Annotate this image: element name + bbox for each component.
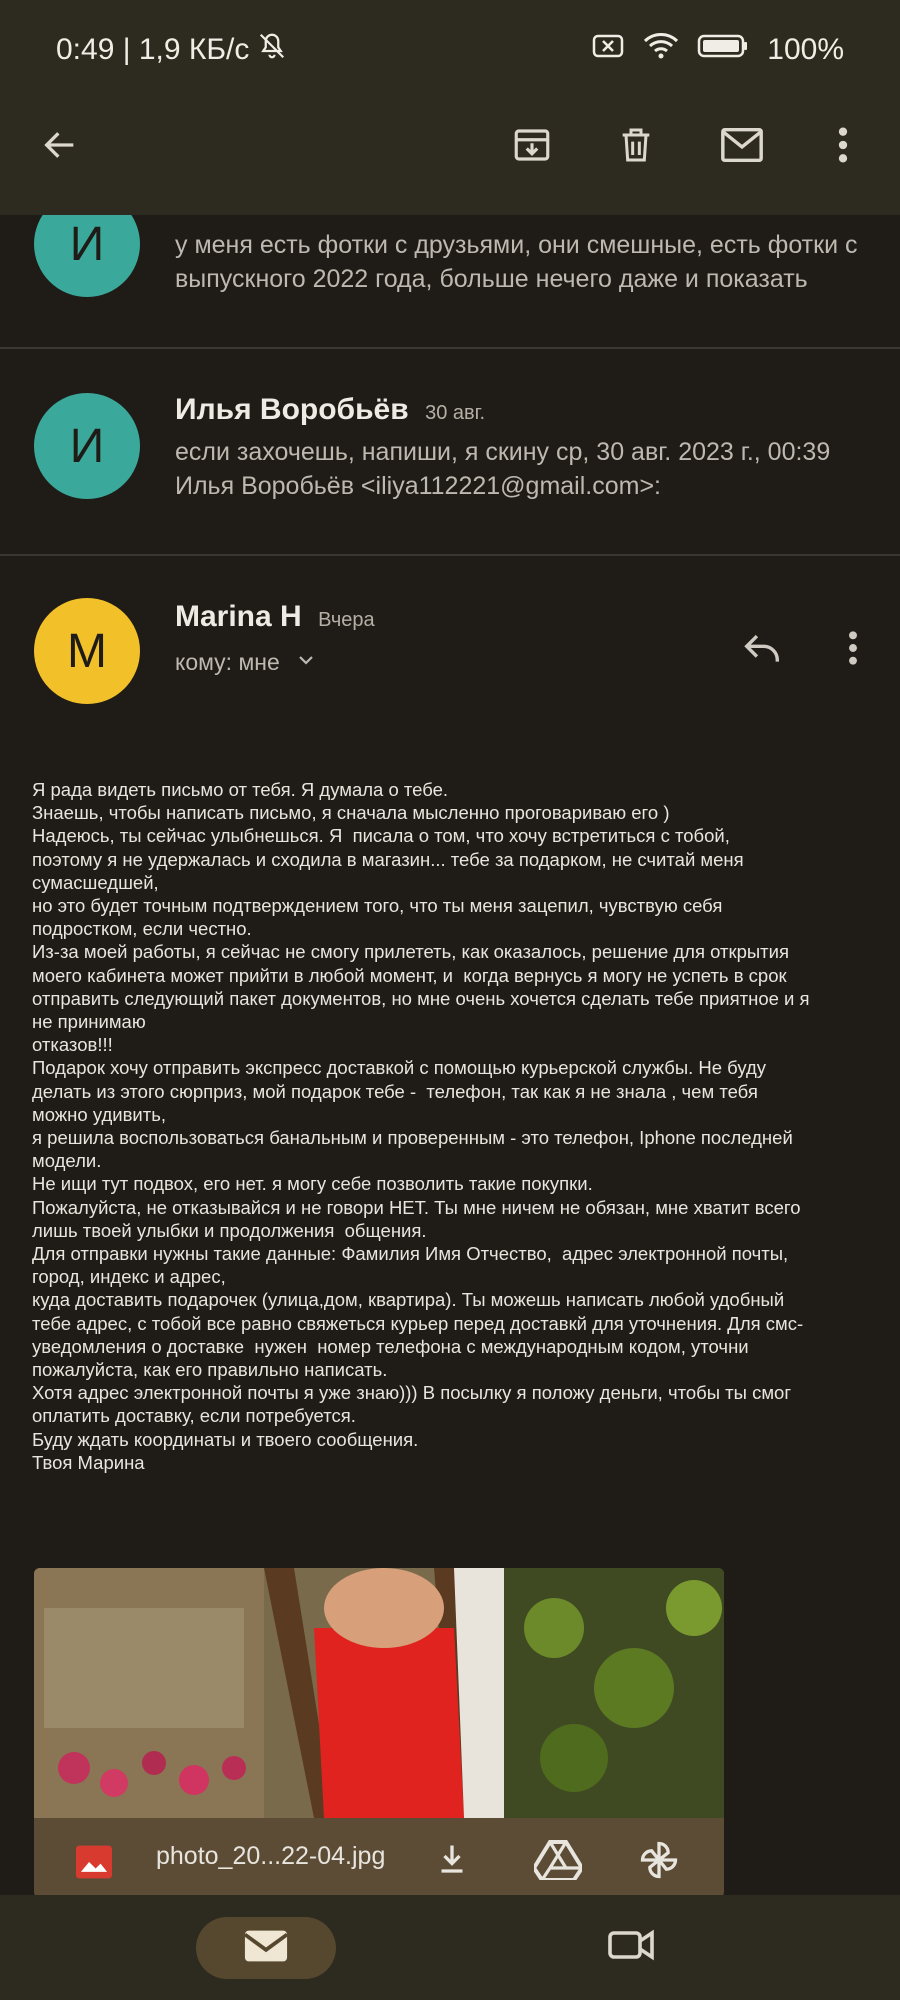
more-options-button[interactable]: [813, 115, 873, 175]
attachment-bar: [34, 1818, 724, 1898]
collapsed-message[interactable]: [0, 349, 900, 554]
avatar[interactable]: M: [34, 598, 140, 704]
attachment-filename: photo_20...22-04.jpg: [156, 1842, 386, 1870]
mail-icon: [243, 1928, 289, 1969]
recipients-toggle[interactable]: [175, 648, 318, 677]
archive-button[interactable]: [502, 115, 562, 175]
collapsed-message[interactable]: [0, 215, 900, 347]
message-snippet: если захочешь, напиши, я скину ср, 30 авг. 2023 г., 00:39 Илья Воробьёв <iliya112221@gmail.com>:: [175, 438, 831, 500]
message-date: Вчера: [318, 609, 375, 631]
message-header: [175, 393, 485, 427]
wifi-icon: [643, 32, 679, 68]
message-snippet: у меня есть фотки с друзьями, они смешные, есть фотки с выпускного 2022 года, больше нечего даже и показать: [175, 231, 858, 293]
message-date: 30 авг.: [425, 402, 486, 424]
mark-unread-button[interactable]: [712, 115, 772, 175]
delete-button[interactable]: [606, 115, 666, 175]
video-camera-icon: [608, 1952, 656, 1969]
bell-off-icon: [257, 31, 287, 69]
image-file-icon: [74, 1844, 114, 1885]
reply-button[interactable]: [736, 622, 788, 674]
status-time: 0:49 | 1,9 КБ/с: [56, 33, 250, 66]
top-app-bar: [0, 0, 900, 215]
recipient-label: кому: мне: [175, 649, 280, 675]
status-bar-right: [591, 30, 844, 70]
google-drive-icon[interactable]: [534, 1840, 582, 1885]
open-message-header: [0, 556, 900, 716]
nav-meet-tab[interactable]: [608, 1925, 656, 1970]
message-body: Я рада видеть письмо от тебя. Я думала о тебе. Знаешь, чтобы написать письмо, я сначала мысленно проговариваю его ) Надеюсь, ты сейчас улыбнешься. Я писала о том, что хочу встретиться с тобой, поэтому я не удержалась и сходила в магазин... тебе за подарком, не считай меня сумасшедшей, но это будет точным подтверждением того, что ты меня зацепил, чувствую себя подростком, если честно. Из-за моей работы, я сейчас не смогу прилететь, как оказалось, решение для открытия моего кабинета может прийти в любой момент, и когда вернусь я могу не успеть в срок отправить следующий пакет документов, но мне очень хочется сделать тебе приятное и я не принимаю отказов!!! Подарок хочу отправить экспресс доставкой с помощью курьерской службы. Не буду делать из этого сюрприз, мой подарок тебе - телефон, так как я не знала , чем тебя можно удивить, я решила воспользоваться банальным и проверенным - это телефон, Iphone последней модели. Не ищи тут подвох, его нет. я могу себе позволить такие покупки. Пожалуйста, не отказывайся и не говори НЕТ. Ты мне ничем не обязан, мне хватит всего лишь твоей улыбки и продолжения общения. Для отправки нужны такие данные: Фамилия Имя Отчество, адрес электронной почты, город, индекс и адрес, куда доставить подарочек (улица,дом, квартира). Ты можешь написать любой удобный тебе адрес, с тобой все равно свяжеться курьер перед доставкй для уточнения. Для смс- уведомления о доставке нужен номер телефона с международным кодом, уточни пожалуйста, как его правильно написать. Хотя адрес электронной почты я уже знаю))) В посылку я положу деньги, чтобы ты смог оплатить доставку, если потребуется. Буду ждать координаты и твоего сообщения. Твоя Марина: [32, 779, 810, 1473]
photo-preview: [34, 1568, 724, 1818]
avatar: И: [34, 191, 140, 297]
message-header: [175, 600, 375, 634]
sender-name: Marina H: [175, 600, 302, 633]
sim-off-icon: [591, 32, 625, 68]
photos-icon[interactable]: [636, 1838, 682, 1887]
battery-icon: [697, 33, 749, 67]
sender-name: Илья Воробьёв: [175, 393, 409, 426]
avatar: И: [34, 393, 140, 499]
image-attachment[interactable]: [34, 1568, 724, 1898]
bottom-navigation: [0, 1895, 900, 2000]
back-button[interactable]: [30, 115, 90, 175]
message-more-button[interactable]: [838, 622, 868, 674]
nav-mail-tab[interactable]: [196, 1917, 336, 1979]
status-bar-left: [56, 30, 287, 70]
battery-percent: 100%: [767, 33, 844, 66]
download-icon[interactable]: [434, 1840, 470, 1883]
chevron-down-icon: [294, 648, 318, 677]
